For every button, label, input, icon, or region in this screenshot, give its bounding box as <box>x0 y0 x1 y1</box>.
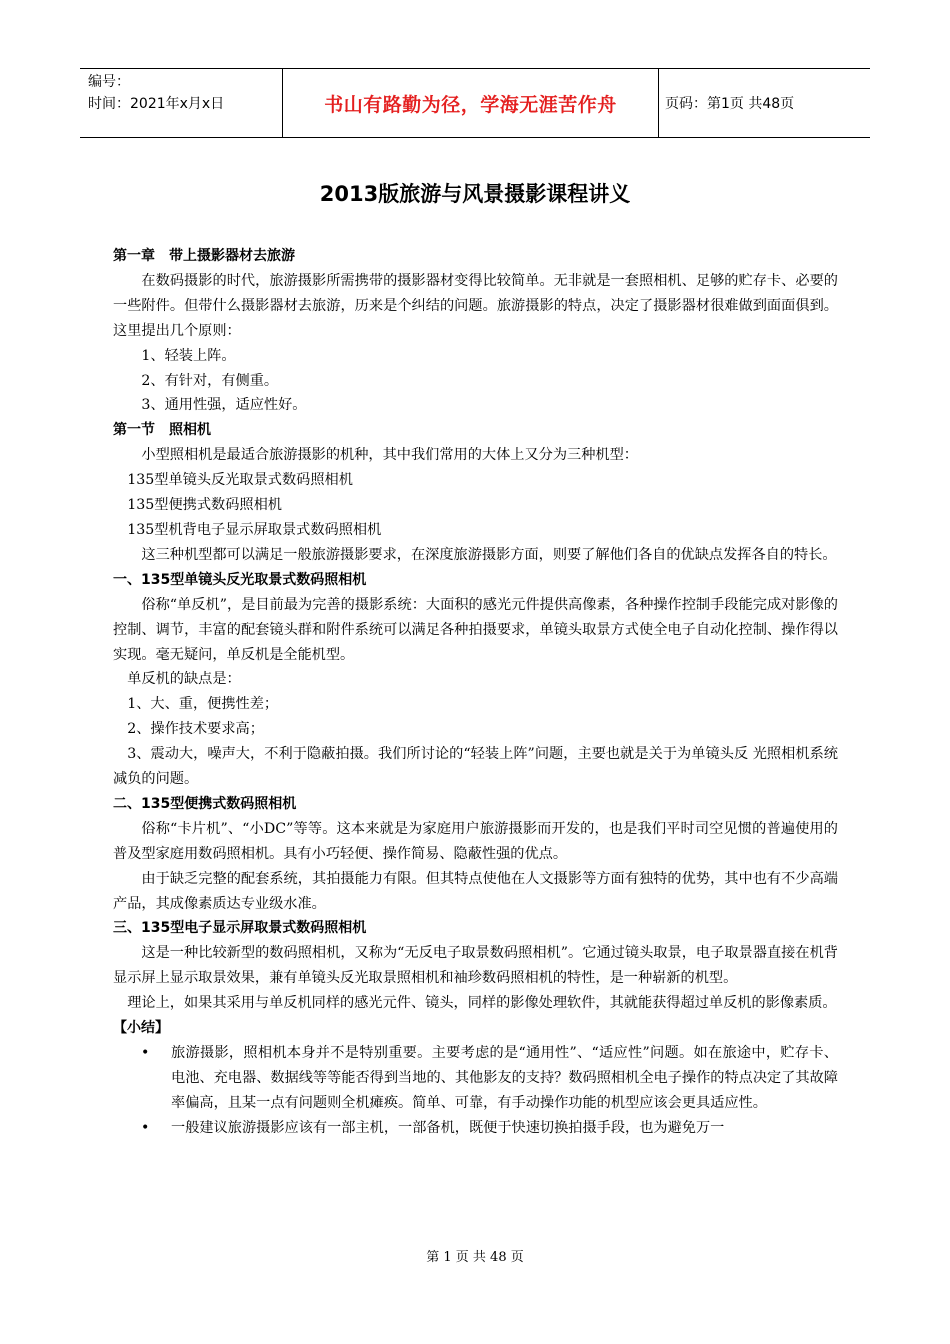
principle-item: 3、通用性强，适应性好。 <box>141 397 307 414</box>
document-header <box>80 68 870 138</box>
header-time-label: 时间：2021年x月x日 <box>88 96 225 112</box>
header-meta <box>80 69 282 137</box>
cons-label: 单反机的缺点是： <box>127 671 241 688</box>
section-heading: 第一节 照相机 <box>113 422 211 439</box>
part-heading: 一、135型单镜头反光取景式数码照相机 <box>113 571 367 588</box>
cons-item: 3、震动大，噪声大，不利于隐蔽拍摄。我们所讨论的“轻装上阵”问题，主要也就是关于为单镜头反 光照相机系统减负的问题。 <box>113 746 838 788</box>
section-intro: 小型照相机是最适合旅游摄影的机种，其中我们常用的大体上又分为三种机型： <box>141 447 638 464</box>
principle-item: 1、轻装上阵。 <box>141 347 236 364</box>
header-motto: 书山有路勤为径，学海无涯苦作舟 <box>282 69 659 137</box>
page-footer: 第 1 页 共 48 页 <box>426 1250 524 1265</box>
bullet-icon: • <box>141 1119 150 1136</box>
principle-item: 2、有针对，有侧重。 <box>141 372 279 389</box>
part-heading: 二、135型便携式数码照相机 <box>113 795 297 812</box>
chapter-heading: 第一章 带上摄影器材去旅游 <box>113 248 295 264</box>
part-paragraph: 由于缺乏完整的配套系统，其拍摄能力有限。但其特点使他在人文摄影等方面有独特的优势，其中也有不少高端产品，其成像素质达专业级水准。 <box>113 870 838 912</box>
camera-type-item: 135型机背电子显示屏取景式数码照相机 <box>127 521 382 538</box>
summary-item-text: 一般建议旅游摄影应该有一部主机，一部备机，既便于快速切换拍摄手段，也为避免万一 <box>171 1119 725 1136</box>
part-paragraph: 俗称“单反机”，是目前最为完善的摄影系统：大面积的感光元件提供高像素，各种操作控制手段能完成对影像的控制、调节，丰富的配套镜头群和附件系统可以满足各种拍摄要求，单镜头取景方式使全电子自动化控制、操作得以实现。毫无疑问，单反机是全能机型。 <box>113 596 838 663</box>
bullet-icon: • <box>141 1045 150 1061</box>
cons-item: 2、操作技术要求高； <box>127 721 264 738</box>
camera-type-item: 135型便携式数码照相机 <box>127 497 282 514</box>
summary-item <box>113 1116 838 1141</box>
cons-item: 1、大、重，便携性差； <box>127 696 279 713</box>
camera-type-item: 135型单镜头反光取景式数码照相机 <box>127 472 353 489</box>
summary-item-text: 旅游摄影，照相机本身并不是特别重要。主要考虑的是“通用性”、“适应性”问题。如在旅途中，贮存卡、电池、充电器、数据线等等能否得到当地的、其他影友的支持？数码照相机全电子操作的特点决定了其故障率偏高，且某一点有问题则全机瘫痪。简单、可靠，有手动操作功能的机型应该会更具适应性。 <box>171 1045 838 1111</box>
summary-item <box>113 1041 838 1116</box>
document-body <box>113 244 838 1141</box>
part-paragraph: 这是一种比较新型的数码照相机，又称为“无反电子取景数码照相机”。它通过镜头取景，电子取景器直接在机背显示屏上显示取景效果，兼有单镜头反光取景照相机和袖珍数码照相机的特性，是一种崭新的机型。 <box>113 945 838 987</box>
part-paragraph: 俗称“卡片机”、“小DC”等等。这本来就是为家庭用户旅游摄影而开发的，也是我们平时司空见惯的普遍使用的普及型家庭用数码照相机。具有小巧轻便、操作简易、隐蔽性强的优点。 <box>113 820 838 862</box>
intro-paragraph: 在数码摄影的时代，旅游摄影所需携带的摄影器材变得比较简单。无非就是一套照相机、足够的贮存卡、必要的一些附件。但带什么摄影器材去旅游，历来是个纠结的问题。旅游摄影的特点，决定了摄影器材很难做到面面俱到。这里提出几个原则： <box>113 272 838 339</box>
header-page-info: 页码：第1页 共48页 <box>665 96 795 112</box>
summary-list <box>113 1041 838 1141</box>
summary-heading: 【小结】 <box>113 1020 169 1037</box>
header-number-label: 编号： <box>88 74 130 90</box>
section-summary: 这三种机型都可以满足一般旅游摄影要求，在深度旅游摄影方面，则要了解他们各自的优缺点发挥各自的特长。 <box>141 546 837 563</box>
part-heading: 三、135型电子显示屏取景式数码照相机 <box>113 920 367 937</box>
document-title: 2013版旅游与风景摄影课程讲义 <box>319 182 631 206</box>
part-paragraph: 理论上，如果其采用与单反机同样的感光元件、镜头，同样的影像处理软件，其就能获得超过单反机的影像素质。 <box>127 995 837 1012</box>
